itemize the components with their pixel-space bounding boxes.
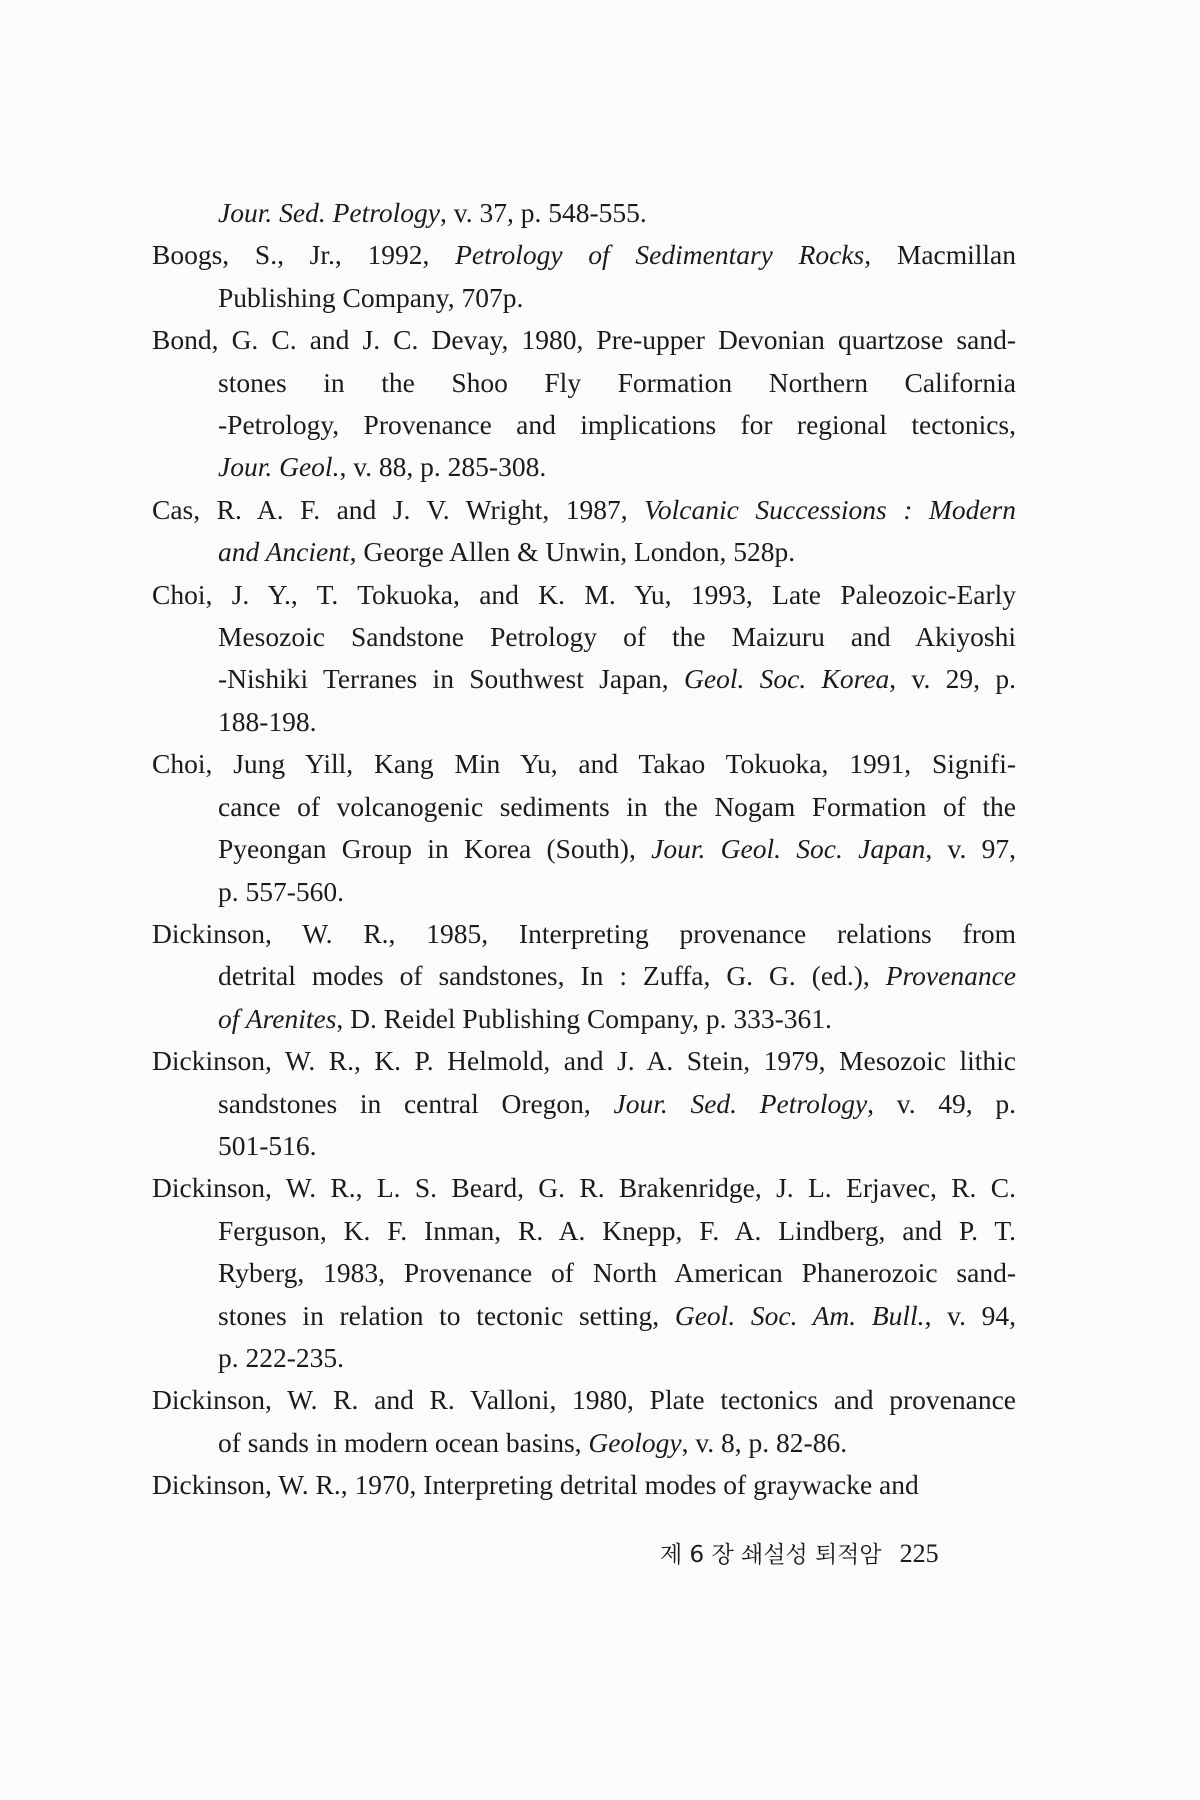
reference-text: p. 557-560. [218,875,345,907]
reference-entry [152,743,1016,913]
reference-list [152,192,1016,1507]
reference-italic-text: of Arenites [218,1002,337,1034]
reference-line [152,234,1016,276]
reference-text: , v. 94, [924,1299,1017,1331]
reference-text: Ryberg, 1983, Provenance of North American Phanerozoic sand- [218,1257,1016,1289]
reference-text: , D. Reidel Publishing Company, p. 333-361. [336,1002,832,1034]
reference-text: stones in the Shoo Fly Formation Northern California [218,366,1016,398]
reference-text: Bond, G. C. and J. C. Devay, 1980, Pre-upper Devonian quartzose sand- [152,324,1016,356]
reference-italic-text: Geol. Soc. Am. Bull. [674,1299,925,1331]
reference-line [152,1125,1016,1167]
reference-italic-text: Volcanic Successions : Modern [644,493,1016,525]
reference-text: cance of volcanogenic sediments in the Nogam Formation of the [218,790,1016,822]
reference-line [152,1464,1016,1506]
reference-line [152,701,1016,743]
reference-italic-text: Petrology of Sedimentary Rocks [455,239,865,271]
reference-entry [152,1167,1016,1379]
reference-text: 188-198. [218,705,317,737]
reference-text: , Macmillan [864,239,1017,271]
reference-line [152,1167,1016,1209]
reference-line [152,574,1016,616]
reference-text: Cas, R. A. F. and J. V. Wright, 1987, [152,493,645,525]
reference-italic-text: Jour. Geol. [218,451,340,483]
reference-entry [152,234,1016,319]
reference-line [152,1295,1016,1337]
reference-italic-text: Geology [588,1426,682,1458]
reference-text: Pyeongan Group in Korea (South), [218,833,652,865]
reference-text: Dickinson, W. R. and R. Valloni, 1980, Plate tectonics and provenance [152,1384,1016,1416]
reference-text: -Petrology, Provenance and implications for regional tectonics, [218,409,1016,441]
reference-line [152,658,1016,700]
reference-line [152,616,1016,658]
reference-italic-text: Provenance [885,960,1016,992]
reference-text: , v. 97, [925,833,1016,865]
reference-line [152,955,1016,997]
reference-text: p. 222-235. [218,1341,345,1373]
reference-text: -Nishiki Terranes in Southwest Japan, [218,663,684,695]
reference-text: , v. 88, p. 285-308. [339,451,547,483]
reference-line [152,828,1016,870]
reference-line [152,489,1016,531]
reference-line [152,1040,1016,1082]
reference-entry [152,1464,1016,1506]
reference-entry [152,1040,1016,1167]
reference-line [152,362,1016,404]
reference-line [152,743,1016,785]
reference-entry [152,319,1016,489]
reference-line [152,786,1016,828]
reference-line [152,319,1016,361]
reference-italic-text: Jour. Sed. Petrology [613,1087,868,1119]
reference-line [152,277,1016,319]
reference-line [152,1252,1016,1294]
reference-entry [152,192,1016,234]
reference-text: Dickinson, W. R., K. P. Helmold, and J. A. Stein, 1979, Mesozoic lithic [152,1045,1016,1077]
reference-text: 501-516. [218,1129,317,1161]
reference-line [152,1337,1016,1379]
reference-text: , v. 37, p. 548-555. [440,197,647,228]
reference-text: Mesozoic Sandstone Petrology of the Maizuru and Akiyoshi [218,621,1016,653]
reference-text: , v. 29, p. [889,663,1016,695]
reference-text: Ferguson, K. F. Inman, R. A. Knepp, F. A. Lindberg, and P. T. [218,1214,1016,1246]
reference-text: sandstones in central Oregon, [218,1087,614,1119]
reference-text: detrital modes of sandstones, In : Zuffa, G. G. (ed.), [218,960,886,992]
reference-line [152,531,1016,573]
reference-entry [152,574,1016,744]
page-number: 225 [899,1539,939,1568]
reference-text: , v. 49, p. [867,1087,1016,1119]
reference-entry [152,913,1016,1040]
reference-line [152,192,1016,234]
reference-text: Choi, Jung Yill, Kang Min Yu, and Takao Tokuoka, 1991, Signifi- [152,748,1016,780]
reference-entry [152,1379,1016,1464]
reference-text: Dickinson, W. R., 1970, Interpreting detrital modes of graywacke and [152,1469,919,1501]
reference-line [152,871,1016,913]
reference-italic-text: Geol. Soc. Korea [684,663,890,695]
reference-line [152,1422,1016,1464]
reference-entry [152,489,1016,574]
reference-text: of sands in modern ocean basins, [218,1426,589,1458]
reference-text: Dickinson, W. R., 1985, Interpreting provenance relations from [152,917,1016,949]
reference-text: , George Allen & Unwin, London, 528p. [349,536,796,568]
reference-text: Boogs, S., Jr., 1992, [152,239,456,271]
reference-line [152,446,1016,488]
reference-text: , v. 8, p. 82-86. [681,1426,848,1458]
reference-text: Dickinson, W. R., L. S. Beard, G. R. Brakenridge, J. L. Erjavec, R. C. [152,1172,1016,1204]
reference-italic-text: Jour. Geol. Soc. Japan [651,833,926,865]
reference-text: Choi, J. Y., T. Tokuoka, and K. M. Yu, 1993, Late Paleozoic-Early [152,578,1016,610]
reference-italic-text: Jour. Sed. Petrology [218,197,440,228]
reference-line [152,1210,1016,1252]
reference-text: Publishing Company, 707p. [218,281,524,313]
reference-line [152,1379,1016,1421]
reference-line [152,998,1016,1040]
page-footer [660,1536,1020,1569]
reference-italic-text: and Ancient [218,536,350,568]
reference-line [152,404,1016,446]
reference-text: stones in relation to tectonic setting, [218,1299,675,1331]
reference-line [152,1083,1016,1125]
chapter-title: 제 6 장 쇄설성 퇴적암 [660,1542,882,1568]
reference-line [152,913,1016,955]
